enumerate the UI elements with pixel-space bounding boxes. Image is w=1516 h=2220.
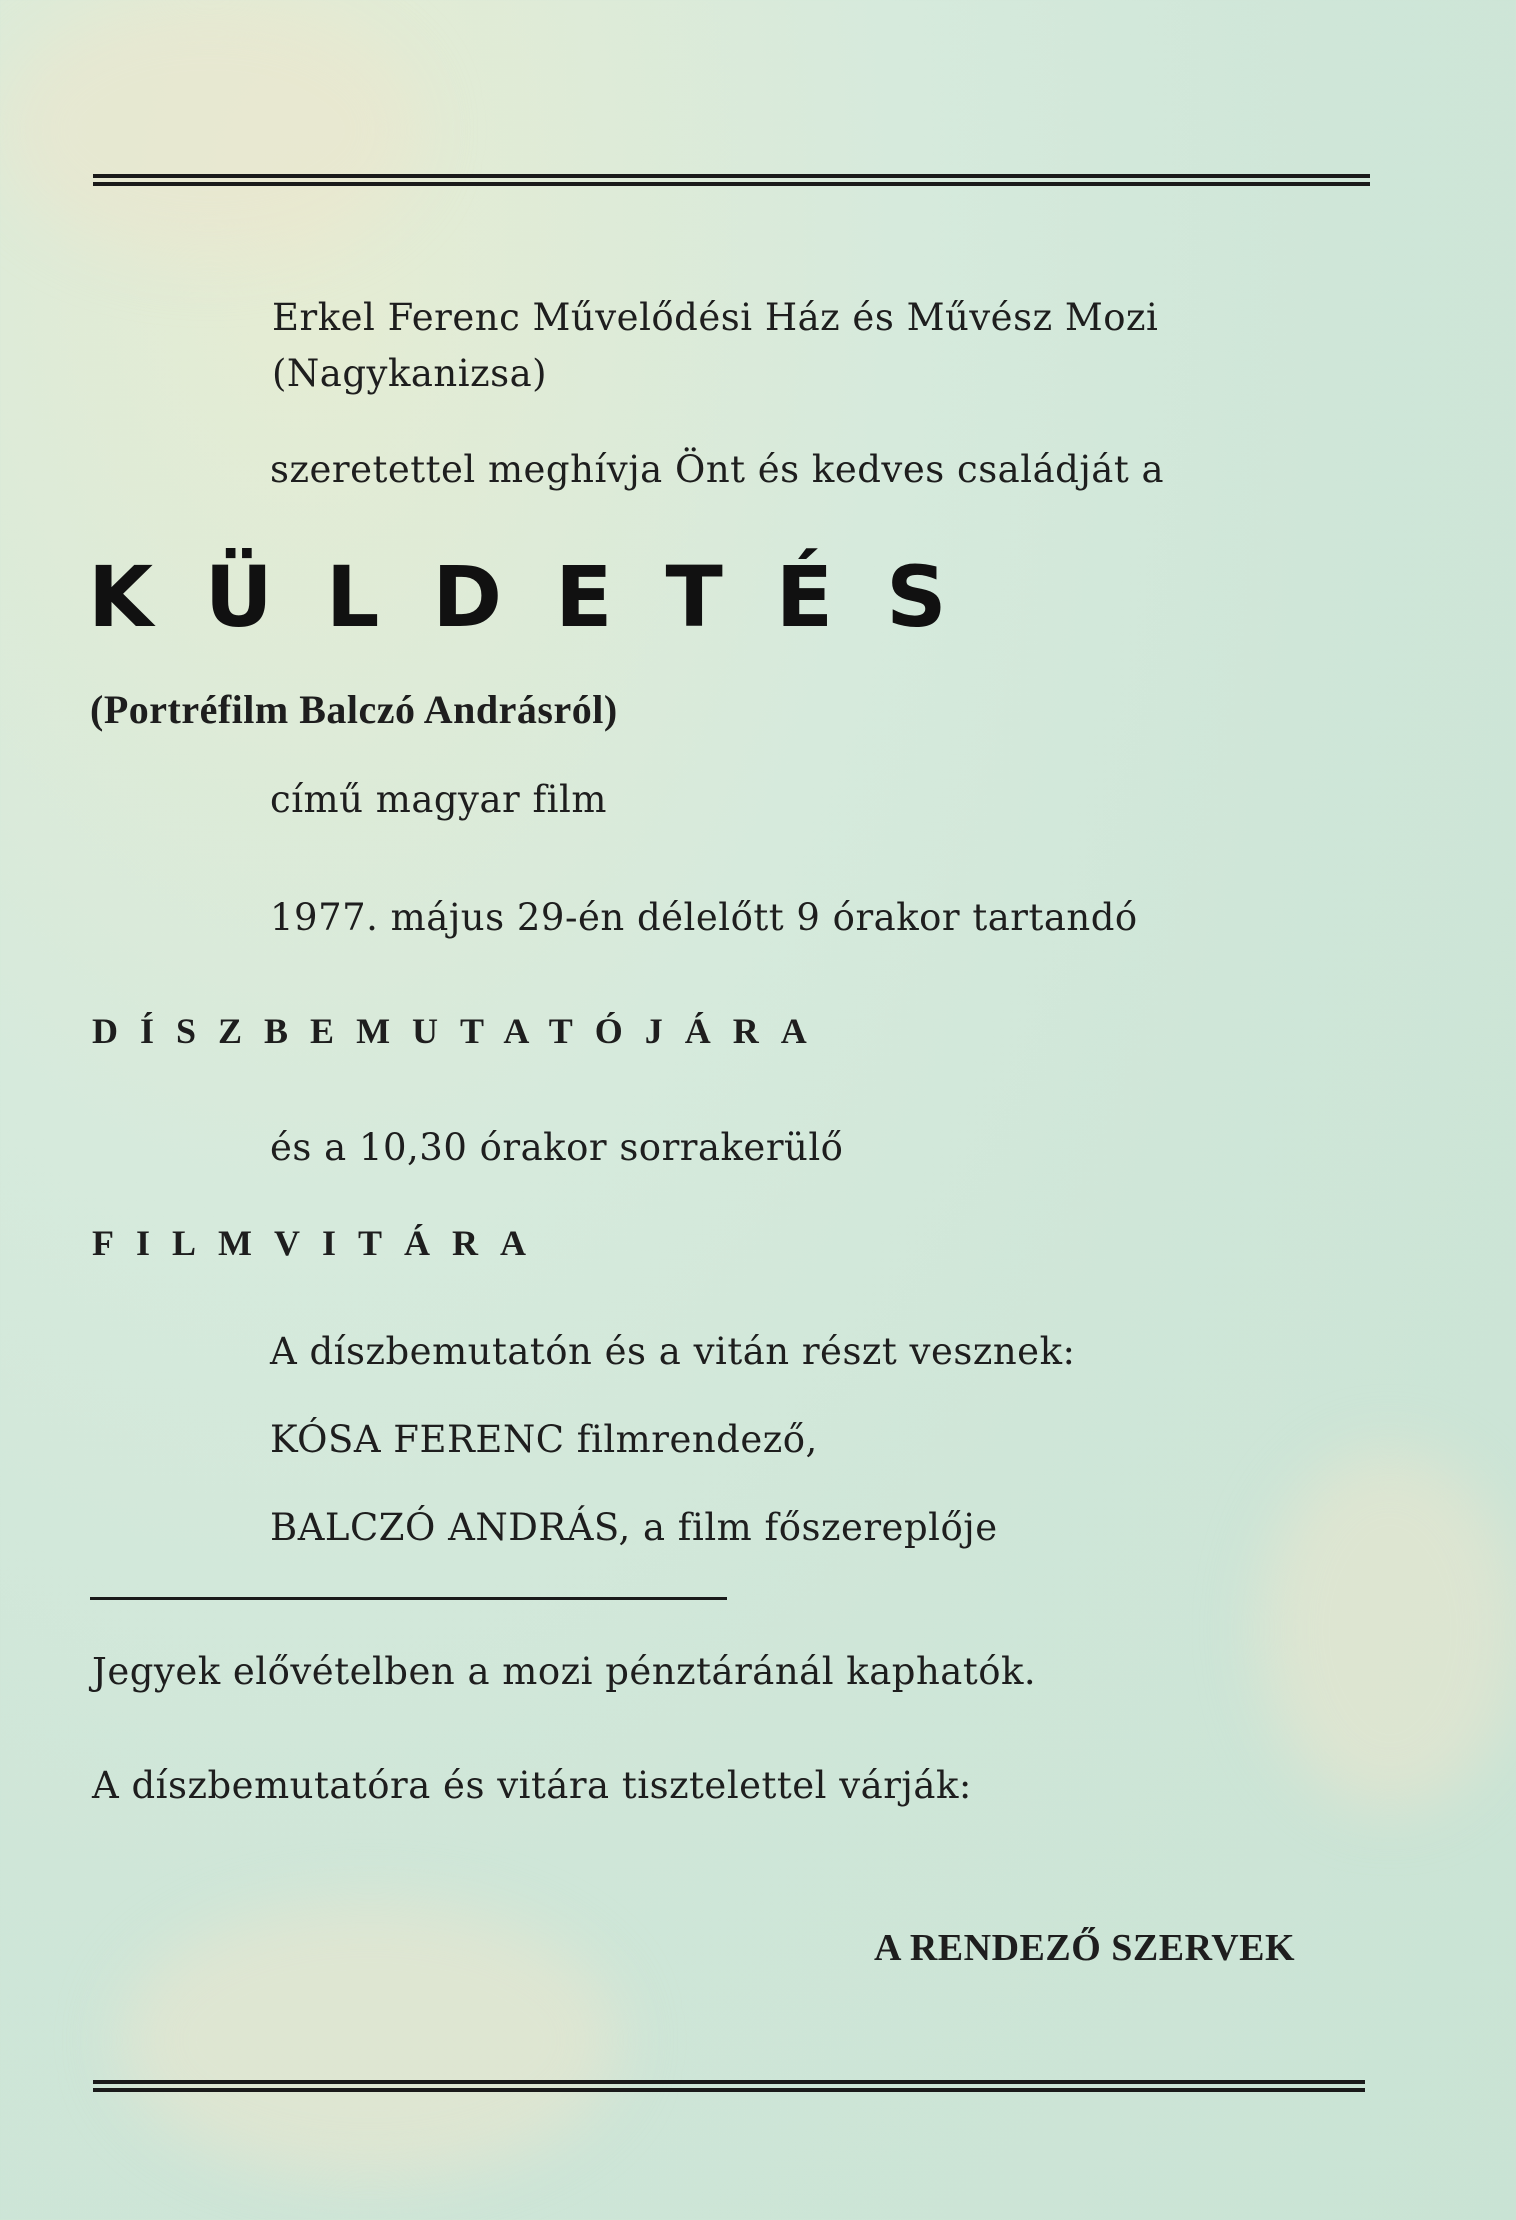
debate-time-line: és a 10,30 órakor sorrakerülő (270, 1126, 844, 1169)
paper-stain (1260, 1450, 1516, 1810)
debate-label: FILMVITÁRA (92, 1223, 549, 1263)
participant-2: BALCZÓ ANDRÁS, a film főszereplője (270, 1506, 998, 1549)
top-double-rule (93, 174, 1370, 186)
divider-rule (90, 1597, 727, 1600)
tickets-line: Jegyek elővételben a mozi pénztáránál kaphatók. (92, 1650, 1037, 1693)
organizer-line-1: Erkel Ferenc Művelődési Ház és Művész Mozi (272, 296, 1159, 339)
signature: A RENDEZŐ SZERVEK (874, 1927, 1296, 1969)
film-subtitle: (Portréfilm Balczó Andrásról) (90, 687, 618, 732)
bottom-double-rule (93, 2080, 1365, 2092)
film-description: című magyar film (270, 778, 607, 821)
welcome-line: A díszbemutatóra és vitára tisztelettel várják: (92, 1764, 972, 1807)
event-date-time: 1977. május 29-én délelőtt 9 órakor tartandó (270, 896, 1138, 939)
organizer-line-2: (Nagykanizsa) (272, 352, 548, 395)
paper-stain (120, 1900, 620, 2180)
premiere-label: DÍSZBEMUTATÓJÁRA (92, 1011, 829, 1051)
participant-1: KÓSA FERENC filmrendező, (270, 1418, 818, 1461)
participants-intro: A díszbemutatón és a vitán részt vesznek: (270, 1330, 1076, 1373)
invite-line: szeretettel meghívja Önt és kedves családját a (270, 448, 1165, 491)
film-title: KÜLDETÉS (88, 548, 1000, 646)
paper-stain (0, 0, 420, 260)
